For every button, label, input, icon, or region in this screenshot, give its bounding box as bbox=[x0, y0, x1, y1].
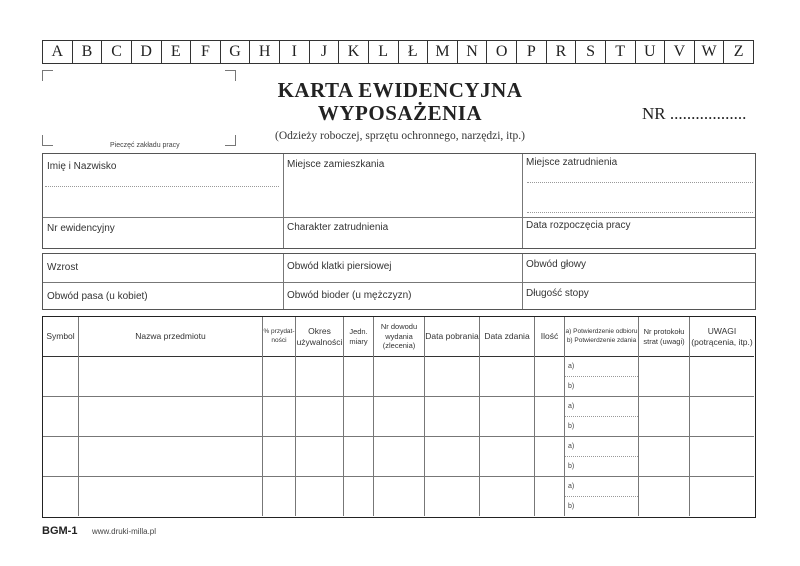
employment-type-field[interactable]: Charakter zatrudnienia bbox=[287, 222, 389, 233]
row-line bbox=[43, 396, 754, 397]
alphabet-letter: U bbox=[636, 41, 666, 63]
header-loss-protocol: Nr protokołu strat (uwagi) bbox=[643, 327, 685, 346]
alphabet-letter: O bbox=[487, 41, 517, 63]
record-number-field[interactable]: Nr ewidencyjny bbox=[47, 223, 115, 234]
hips-field[interactable]: Obwód bioder (u mężczyzn) bbox=[287, 290, 412, 301]
alphabet-letter: R bbox=[547, 41, 577, 63]
alphabet-letter: B bbox=[73, 41, 103, 63]
divider bbox=[43, 282, 755, 283]
alphabet-letter: C bbox=[102, 41, 132, 63]
employment-place-field[interactable]: Miejsce zatrudnienia bbox=[526, 157, 618, 168]
alphabet-letter: W bbox=[695, 41, 725, 63]
alphabet-letter: Ł bbox=[399, 41, 429, 63]
alphabet-letter: J bbox=[310, 41, 340, 63]
dotted-line bbox=[527, 212, 753, 213]
publisher-url: www.druki-milla.pl bbox=[92, 527, 157, 536]
confirm-a-mark: a) bbox=[568, 363, 575, 370]
start-date-field[interactable]: Data rozpoczęcia pracy bbox=[526, 220, 631, 231]
divider bbox=[43, 217, 755, 218]
confirm-b-mark: b) bbox=[568, 383, 575, 390]
stamp-area bbox=[42, 70, 236, 146]
header-quantity: Ilość bbox=[540, 331, 559, 342]
alphabet-letter: D bbox=[132, 41, 162, 63]
equipment-table bbox=[42, 316, 756, 518]
residence-field[interactable]: Miejsce zamieszkania bbox=[287, 159, 385, 170]
header-period: Okres używalności bbox=[296, 325, 343, 347]
alphabet-letter: S bbox=[576, 41, 606, 63]
sizes-box bbox=[42, 253, 756, 310]
alphabet-letter: M bbox=[428, 41, 458, 63]
stamp-corner bbox=[42, 70, 53, 81]
form-number-field[interactable]: NR .................. bbox=[642, 104, 747, 123]
header-return-date: Data zdania bbox=[484, 331, 530, 342]
confirm-sub-line bbox=[565, 496, 638, 497]
header-remarks: UWAGI (potrącenia, itp.) bbox=[691, 325, 753, 347]
dotted-line bbox=[45, 186, 279, 187]
divider bbox=[522, 154, 523, 248]
alphabet-letter: P bbox=[517, 41, 547, 63]
divider bbox=[283, 154, 284, 248]
confirm-sub-line bbox=[565, 456, 638, 457]
row-line bbox=[43, 436, 754, 437]
alphabet-letter: Z bbox=[733, 43, 744, 60]
header-unit: Jedn. miary bbox=[349, 327, 368, 346]
stamp-corner bbox=[225, 135, 236, 146]
foot-field[interactable]: Długość stopy bbox=[526, 288, 589, 299]
stamp-corner bbox=[42, 135, 53, 146]
alphabet-letter: V bbox=[665, 41, 695, 63]
form-title-line1: KARTA EWIDENCYJNA bbox=[277, 78, 523, 102]
confirm-b-mark: b) bbox=[568, 423, 575, 430]
dotted-line bbox=[527, 182, 753, 183]
confirm-sub-line bbox=[565, 376, 638, 377]
confirm-b-mark: b) bbox=[568, 463, 575, 470]
alphabet-letter: A bbox=[43, 41, 73, 63]
header-usefulness: % przydat-ności bbox=[263, 328, 295, 344]
stamp-caption: Pieczęć zakładu pracy bbox=[110, 142, 180, 149]
confirm-sub-line bbox=[565, 416, 638, 417]
stamp-corner bbox=[225, 70, 236, 81]
form-title-line2: WYPOSAŻENIA bbox=[317, 101, 483, 125]
header-confirm: a) Potwierdzenie odbioru b) Potwierdzenie zdania bbox=[565, 328, 638, 344]
alphabet-letter: F bbox=[191, 41, 221, 63]
form-subtitle: (Odzieży roboczej, sprzętu ochronnego, narzędzi, itp.) bbox=[274, 130, 525, 142]
header-symbol: Symbol bbox=[46, 331, 75, 342]
confirm-a-mark: a) bbox=[568, 443, 575, 450]
name-field[interactable]: Imię i Nazwisko bbox=[47, 161, 117, 172]
form-code: BGM-1 bbox=[42, 525, 78, 537]
alphabet-letter: K bbox=[339, 41, 369, 63]
alphabet-letter: N bbox=[458, 41, 488, 63]
alphabet-letter: H bbox=[250, 41, 280, 63]
alphabet-letter: T bbox=[606, 41, 636, 63]
alphabet-letter: I bbox=[280, 41, 310, 63]
chest-field[interactable]: Obwód klatki piersiowej bbox=[287, 261, 392, 272]
header-receipt-date: Data pobrania bbox=[425, 331, 479, 342]
confirm-a-mark: a) bbox=[568, 483, 575, 490]
confirm-a-mark: a) bbox=[568, 403, 575, 410]
person-info-box bbox=[42, 153, 756, 249]
alphabet-index bbox=[42, 40, 754, 64]
header-item-name: Nazwa przedmiotu bbox=[135, 331, 206, 342]
waist-field[interactable]: Obwód pasa (u kobiet) bbox=[47, 291, 148, 302]
alphabet-letter: G bbox=[221, 41, 251, 63]
height-field[interactable]: Wzrost bbox=[47, 262, 79, 273]
confirm-b-mark: b) bbox=[568, 503, 575, 510]
row-line bbox=[43, 476, 754, 477]
alphabet-letter: L bbox=[369, 41, 399, 63]
alphabet-letter: E bbox=[162, 41, 192, 63]
header-issue-doc: Nr dowodu wydania (zlecenia) bbox=[380, 322, 418, 351]
head-field[interactable]: Obwód głowy bbox=[526, 259, 587, 270]
header-divider bbox=[43, 356, 754, 357]
